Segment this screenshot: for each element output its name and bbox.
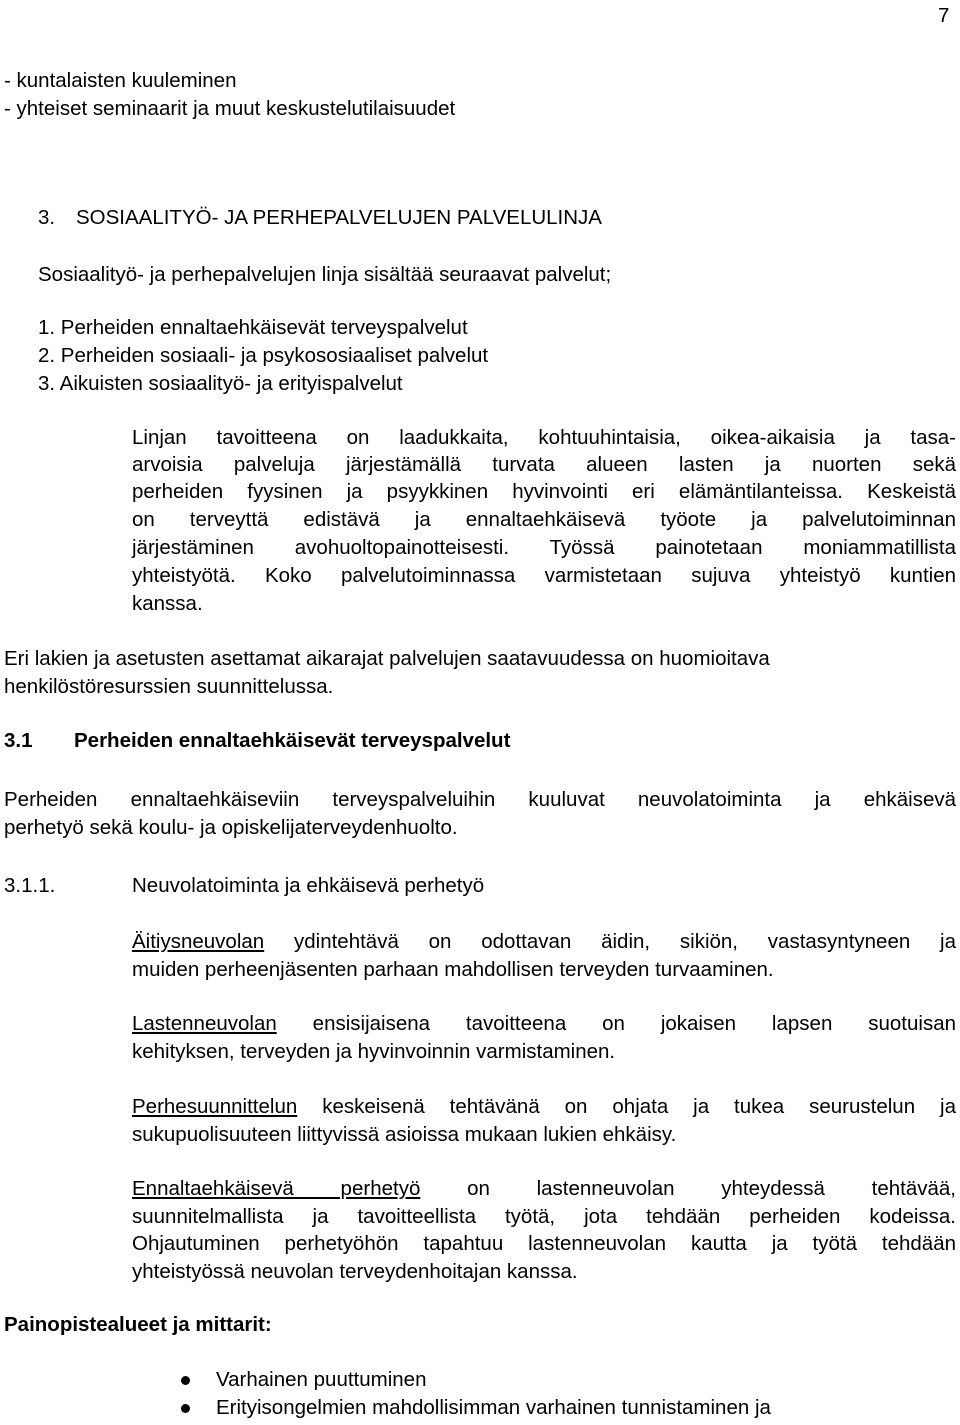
goal-line: perheiden fyysinen ja psyykkinen hyvinvointi eri elämäntilanteissa. Keskeistä bbox=[132, 480, 956, 503]
section-3-intro: Sosiaalityö- ja perhepalvelujen linja sisältää seuraavat palvelut; bbox=[38, 263, 612, 286]
paragraph-perhesuunnittelu-line: sukupuolisuuteen liittyvissä asioissa mukaan lukien ehkäisy. bbox=[132, 1123, 677, 1146]
section-3-title: SOSIAALITYÖ- JA PERHEPALVELUJEN PALVELULINJA bbox=[76, 206, 602, 229]
term-perhesuunnittelu: Perhesuunnittelun bbox=[132, 1095, 298, 1118]
term-lastenneuvola: Lastenneuvolan bbox=[132, 1012, 277, 1035]
paragraph-perhetyo-line: Ennaltaehkäisevä perhetyö on lastenneuvolan yhteydessä tehtävää, bbox=[132, 1177, 956, 1200]
service-list-item: 2. Perheiden sosiaali- ja psykososiaaliset palvelut bbox=[38, 344, 489, 367]
bullet-icon bbox=[181, 1376, 190, 1385]
paragraph-perhetyo-line: Ohjautuminen perhetyöhön tapahtuu lastenneuvolan kautta ja työtä tehdään bbox=[132, 1232, 956, 1255]
section-3-1-1-title: Neuvolatoiminta ja ehkäisevä perhetyö bbox=[132, 874, 485, 897]
goal-line: on terveyttä edistävä ja ennaltaehkäisevä työote ja palvelutoiminnan bbox=[132, 508, 956, 531]
paragraph-perhetyo-line: suunnitelmallista ja tavoitteellista työtä, jota tehdään perheiden kodeissa. bbox=[132, 1205, 956, 1228]
goal-line: yhteistyötä. Koko palvelutoiminnassa varmistetaan sujuva yhteistyö kuntien bbox=[132, 564, 956, 587]
page-number: 7 bbox=[938, 4, 950, 27]
paragraph-lastenneuvola-line: kehityksen, terveyden ja hyvinvoinnin varmistaminen. bbox=[132, 1040, 616, 1063]
paragraph-aitiysneuvola-line: Äitiysneuvolan ydintehtävä on odottavan äidin, sikiön, vastasyntyneen ja bbox=[132, 930, 956, 953]
goal-line: kanssa. bbox=[132, 592, 203, 615]
paragraph-perhesuunnittelu-line: Perhesuunnittelun keskeisenä tehtävänä on ohjata ja tukea seurustelun ja bbox=[132, 1095, 956, 1118]
service-list-item: 3. Aikuisten sosiaalityö- ja erityispalvelut bbox=[38, 372, 403, 395]
section-3-1-1-number: 3.1.1. bbox=[4, 874, 56, 897]
service-list-item: 1. Perheiden ennaltaehkäisevät terveyspalvelut bbox=[38, 316, 468, 339]
law-line: henkilöstöresurssien suunnittelussa. bbox=[4, 675, 334, 698]
focus-bullet-item: Varhainen puuttuminen bbox=[216, 1368, 427, 1391]
paragraph-lastenneuvola-line: Lastenneuvolan ensisijaisena tavoitteena on jokaisen lapsen suotuisan bbox=[132, 1012, 956, 1035]
section-3-1-line: Perheiden ennaltaehkäiseviin terveyspalveluihin kuuluvat neuvolatoiminta ja ehkäisevä bbox=[4, 788, 956, 811]
intro-line: - kuntalaisten kuuleminen bbox=[4, 69, 237, 92]
goal-line: arvoisia palveluja järjestämällä turvata alueen lasten ja nuorten sekä bbox=[132, 453, 956, 476]
law-line: Eri lakien ja asetusten asettamat aikarajat palvelujen saatavuudessa on huomioitava bbox=[4, 647, 770, 670]
focus-bullet-item: Erityisongelmien mahdollisimman varhainen tunnistaminen ja bbox=[216, 1396, 771, 1419]
section-3-1-line: perhetyö sekä koulu- ja opiskelijaterveydenhuolto. bbox=[4, 816, 458, 839]
term-aitiysneuvola: Äitiysneuvolan bbox=[132, 930, 265, 953]
section-3-number: 3. bbox=[38, 206, 56, 229]
intro-line: - yhteiset seminaarit ja muut keskustelutilaisuudet bbox=[4, 97, 456, 120]
paragraph-aitiysneuvola-line: muiden perheenjäsenten parhaan mahdollisen terveyden turvaaminen. bbox=[132, 958, 774, 981]
section-3-1-number: 3.1 bbox=[4, 729, 33, 752]
term-ennaltaehkaiseva-perhetyo: Ennaltaehkäisevä perhetyö bbox=[132, 1177, 421, 1200]
focus-heading: Painopistealueet ja mittarit: bbox=[4, 1313, 272, 1336]
goal-line: järjestäminen avohuoltopainotteisesti. Työssä painotetaan moniammatillista bbox=[132, 536, 956, 559]
paragraph-perhetyo-line: yhteistyössä neuvolan terveydenhoitajan kanssa. bbox=[132, 1260, 578, 1283]
bullet-icon bbox=[181, 1404, 190, 1413]
section-3-1-title: Perheiden ennaltaehkäisevät terveyspalvelut bbox=[74, 729, 511, 752]
goal-line: Linjan tavoitteena on laadukkaita, kohtuuhintaisia, oikea-aikaisia ja tasa- bbox=[132, 426, 956, 449]
